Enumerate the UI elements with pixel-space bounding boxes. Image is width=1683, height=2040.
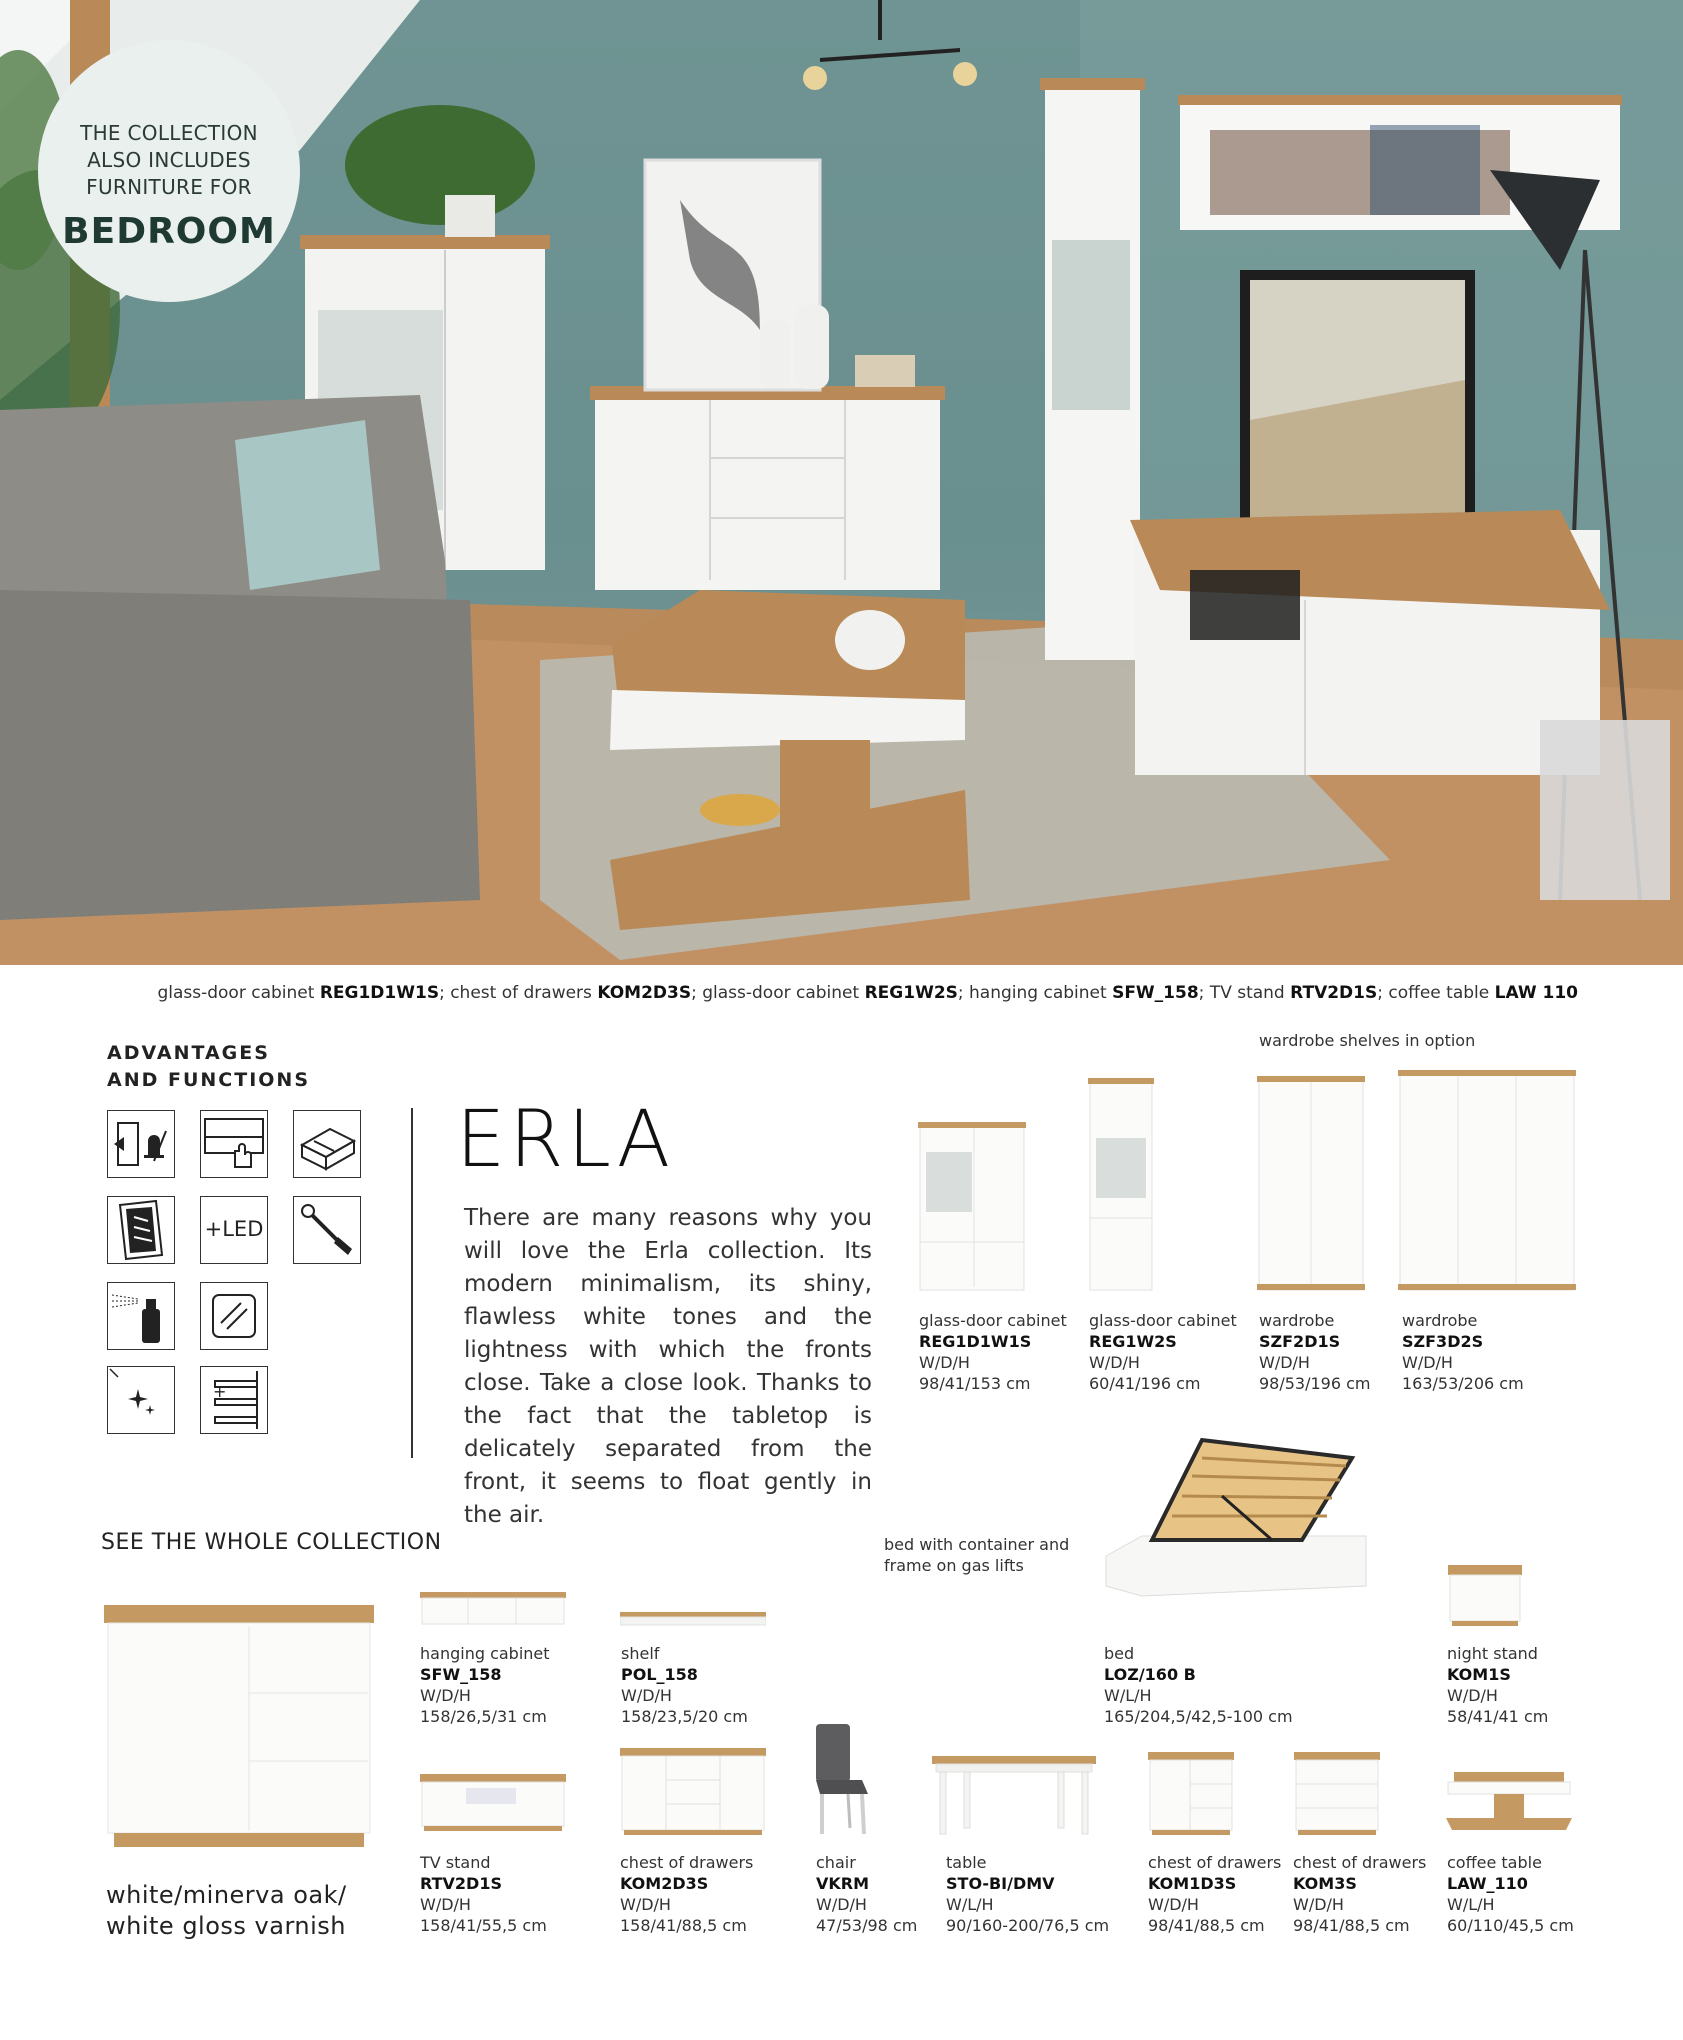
product-label-kom3s [1293, 1852, 1426, 1936]
product-image-kom3s [1294, 1752, 1380, 1836]
product-dims: 163/53/206 cm [1402, 1374, 1524, 1393]
product-dim-label: W/L/H [1104, 1686, 1152, 1705]
product-dim-label: W/D/H [919, 1353, 970, 1372]
product-image-sfw158 [420, 1592, 566, 1626]
advantages-title [107, 1040, 310, 1094]
product-dim-label: W/D/H [420, 1895, 471, 1914]
product-dim-label: W/D/H [1447, 1686, 1498, 1705]
product-label-loz160 [1104, 1643, 1293, 1727]
push-to-open-icon [200, 1110, 268, 1178]
product-dims: 158/23,5/20 cm [621, 1707, 748, 1726]
product-image-law110 [1446, 1772, 1572, 1836]
svg-text:+: + [213, 1382, 227, 1401]
product-code: REG1W2S [1089, 1332, 1177, 1351]
product-dims: 158/41/55,5 cm [420, 1916, 547, 1935]
product-code: STO-BI/DMV [946, 1874, 1055, 1893]
product-code: KOM3S [1293, 1874, 1357, 1893]
product-image-kom1s [1448, 1565, 1522, 1627]
product-name: night stand [1447, 1644, 1538, 1663]
badge-line: FURNITURE FOR [86, 175, 252, 199]
product-dims: 60/110/45,5 cm [1447, 1916, 1574, 1935]
caption-product-code: SFW_158 [1112, 983, 1199, 1003]
product-dim-label: W/D/H [1259, 1353, 1310, 1372]
badge-line: ALSO INCLUDES [87, 148, 251, 172]
product-dim-label: W/D/H [1402, 1353, 1453, 1372]
product-dim-label: W/L/H [1447, 1895, 1495, 1914]
caption-text: ; TV stand [1198, 983, 1291, 1003]
product-dims: 90/160-200/76,5 cm [946, 1916, 1110, 1935]
assembly-tool-icon [293, 1196, 361, 1264]
see-collection-heading: SEE THE WHOLE COLLECTION [101, 1530, 442, 1555]
spray-varnish-icon [107, 1282, 175, 1350]
led-option-label: +LED [204, 1217, 264, 1241]
product-name: chest of drawers [1293, 1853, 1427, 1872]
product-image-reg1d1w1s [918, 1122, 1026, 1292]
product-dims: 58/41/41 cm [1447, 1707, 1549, 1726]
product-label-kom1d3s [1148, 1852, 1281, 1936]
product-name: table [946, 1853, 987, 1872]
product-name: shelf [621, 1644, 660, 1663]
caption-product-code: REG1D1W1S [319, 983, 440, 1003]
product-dims: 158/26,5/31 cm [420, 1707, 547, 1726]
product-image-vkrm [812, 1724, 872, 1836]
product-dim-label: W/D/H [1148, 1895, 1199, 1914]
product-dim-label: W/D/H [816, 1895, 867, 1914]
product-dim-label: W/D/H [1089, 1353, 1140, 1372]
product-label-reg1d1w1s [919, 1310, 1067, 1394]
product-code: VKRM [816, 1874, 870, 1893]
product-dim-label: W/D/H [621, 1686, 672, 1705]
glass-shelf-icon [107, 1196, 175, 1264]
product-name: chest of drawers [1148, 1853, 1282, 1872]
caption-product-code: RTV2D1S [1290, 983, 1378, 1003]
product-label-kom1s [1447, 1643, 1548, 1727]
product-dim-label: W/D/H [620, 1895, 671, 1914]
product-dims: 47/53/98 cm [816, 1916, 918, 1935]
product-dims: 98/41/88,5 cm [1148, 1916, 1265, 1935]
product-dims: 60/41/196 cm [1089, 1374, 1201, 1393]
gloss-sparkle-icon [107, 1366, 175, 1434]
drawer-runner-icon [293, 1110, 361, 1178]
product-code: RTV2D1S [420, 1874, 502, 1893]
product-name: chest of drawers [620, 1853, 754, 1872]
product-image-kom2d3s [620, 1748, 766, 1836]
product-name: wardrobe [1402, 1311, 1478, 1330]
divider-line [411, 1108, 413, 1458]
product-dims: 98/41/88,5 cm [1293, 1916, 1410, 1935]
product-dims: 165/204,5/42,5-100 cm [1104, 1707, 1293, 1726]
product-code: KOM2D3S [620, 1874, 709, 1893]
product-image-collection-chest [104, 1605, 374, 1849]
product-code: LAW_110 [1447, 1874, 1528, 1893]
hero-photo [0, 0, 1683, 965]
product-image-kom1d3s [1148, 1752, 1234, 1836]
product-dims: 98/41/153 cm [919, 1374, 1031, 1393]
product-label-rtv2d1s [420, 1852, 547, 1936]
product-code: SZF2D1S [1259, 1332, 1341, 1351]
product-name: bed [1104, 1644, 1135, 1663]
badge-highlight: BEDROOM [62, 211, 276, 252]
product-image-rtv2d1s [420, 1774, 566, 1832]
intro-text: There are many reasons why you will love the Erla collection. Its modern minimalism, its shiny, flawless white tones and the lightness with which the fronts close. Take a close look. Thanks to the fact that the tabletop is delicately separated from the front, it seems to float gently in the air. [464, 1205, 872, 1528]
product-name: TV stand [420, 1853, 491, 1872]
caption-product-code: KOM2D3S [597, 983, 692, 1003]
product-image-loz160 [1102, 1436, 1370, 1602]
product-dims: 158/41/88,5 cm [620, 1916, 747, 1935]
product-label-szf3d2s [1402, 1310, 1524, 1394]
glass-panel-icon [200, 1282, 268, 1350]
led-option-icon [200, 1196, 268, 1264]
bed-note: bed with container and frame on gas lifts [884, 1535, 1070, 1575]
product-code: REG1D1W1S [919, 1332, 1032, 1351]
caption-product-code: LAW 110 [1494, 983, 1578, 1003]
product-label-reg1w2s [1089, 1310, 1237, 1394]
product-label-vkrm [816, 1852, 917, 1936]
brand-title: ERLA [456, 1095, 675, 1185]
product-image-reg1w2s [1088, 1078, 1154, 1292]
finish-text [106, 1880, 347, 1942]
soft-close-door-icon [107, 1110, 175, 1178]
product-label-sfw158 [420, 1643, 550, 1727]
product-code: KOM1S [1447, 1665, 1511, 1684]
product-image-szf3d2s [1398, 1070, 1576, 1292]
product-label-pol158 [621, 1643, 748, 1727]
product-code: KOM1D3S [1148, 1874, 1237, 1893]
product-code: SFW_158 [420, 1665, 502, 1684]
product-label-law110 [1447, 1852, 1574, 1936]
caption-text: ; coffee table [1377, 983, 1495, 1003]
product-name: coffee table [1447, 1853, 1542, 1872]
product-image-sto [932, 1756, 1096, 1836]
product-name: chair [816, 1853, 856, 1872]
product-image-pol158 [620, 1612, 766, 1626]
caption-text: ; hanging cabinet [957, 983, 1113, 1003]
product-image-szf2d1s [1257, 1076, 1365, 1292]
caption-text: ; chest of drawers [439, 983, 598, 1003]
collection-badge [38, 40, 300, 302]
product-code: LOZ/160 B [1104, 1665, 1196, 1684]
product-name: glass-door cabinet [1089, 1311, 1237, 1330]
product-dim-label: W/D/H [1293, 1895, 1344, 1914]
product-dim-label: W/L/H [946, 1895, 994, 1914]
finish-line: white gloss varnish [106, 1912, 346, 1940]
caption-product-code: REG1W2S [864, 983, 958, 1003]
product-code: SZF3D2S [1402, 1332, 1484, 1351]
product-name: hanging cabinet [420, 1644, 550, 1663]
product-dim-label: W/D/H [420, 1686, 471, 1705]
caption-text: glass-door cabinet [157, 983, 320, 1003]
advantages-title-line: ADVANTAGES [107, 1042, 270, 1064]
advantages-title-line: AND FUNCTIONS [107, 1069, 311, 1091]
product-code: POL_158 [621, 1665, 698, 1684]
product-name: glass-door cabinet [919, 1311, 1067, 1330]
photo-caption [157, 983, 1578, 1003]
badge-line: THE COLLECTION [80, 121, 258, 145]
product-name: wardrobe [1259, 1311, 1335, 1330]
product-label-sto [946, 1852, 1109, 1936]
product-label-szf2d1s [1259, 1310, 1371, 1394]
product-dims: 98/53/196 cm [1259, 1374, 1371, 1393]
finish-line: white/minerva oak/ [106, 1881, 347, 1909]
product-label-kom2d3s [620, 1852, 753, 1936]
caption-text: ; glass-door cabinet [691, 983, 865, 1003]
extra-shelf-icon [200, 1366, 268, 1434]
wardrobe-shelves-note: wardrobe shelves in option [1259, 1031, 1476, 1050]
